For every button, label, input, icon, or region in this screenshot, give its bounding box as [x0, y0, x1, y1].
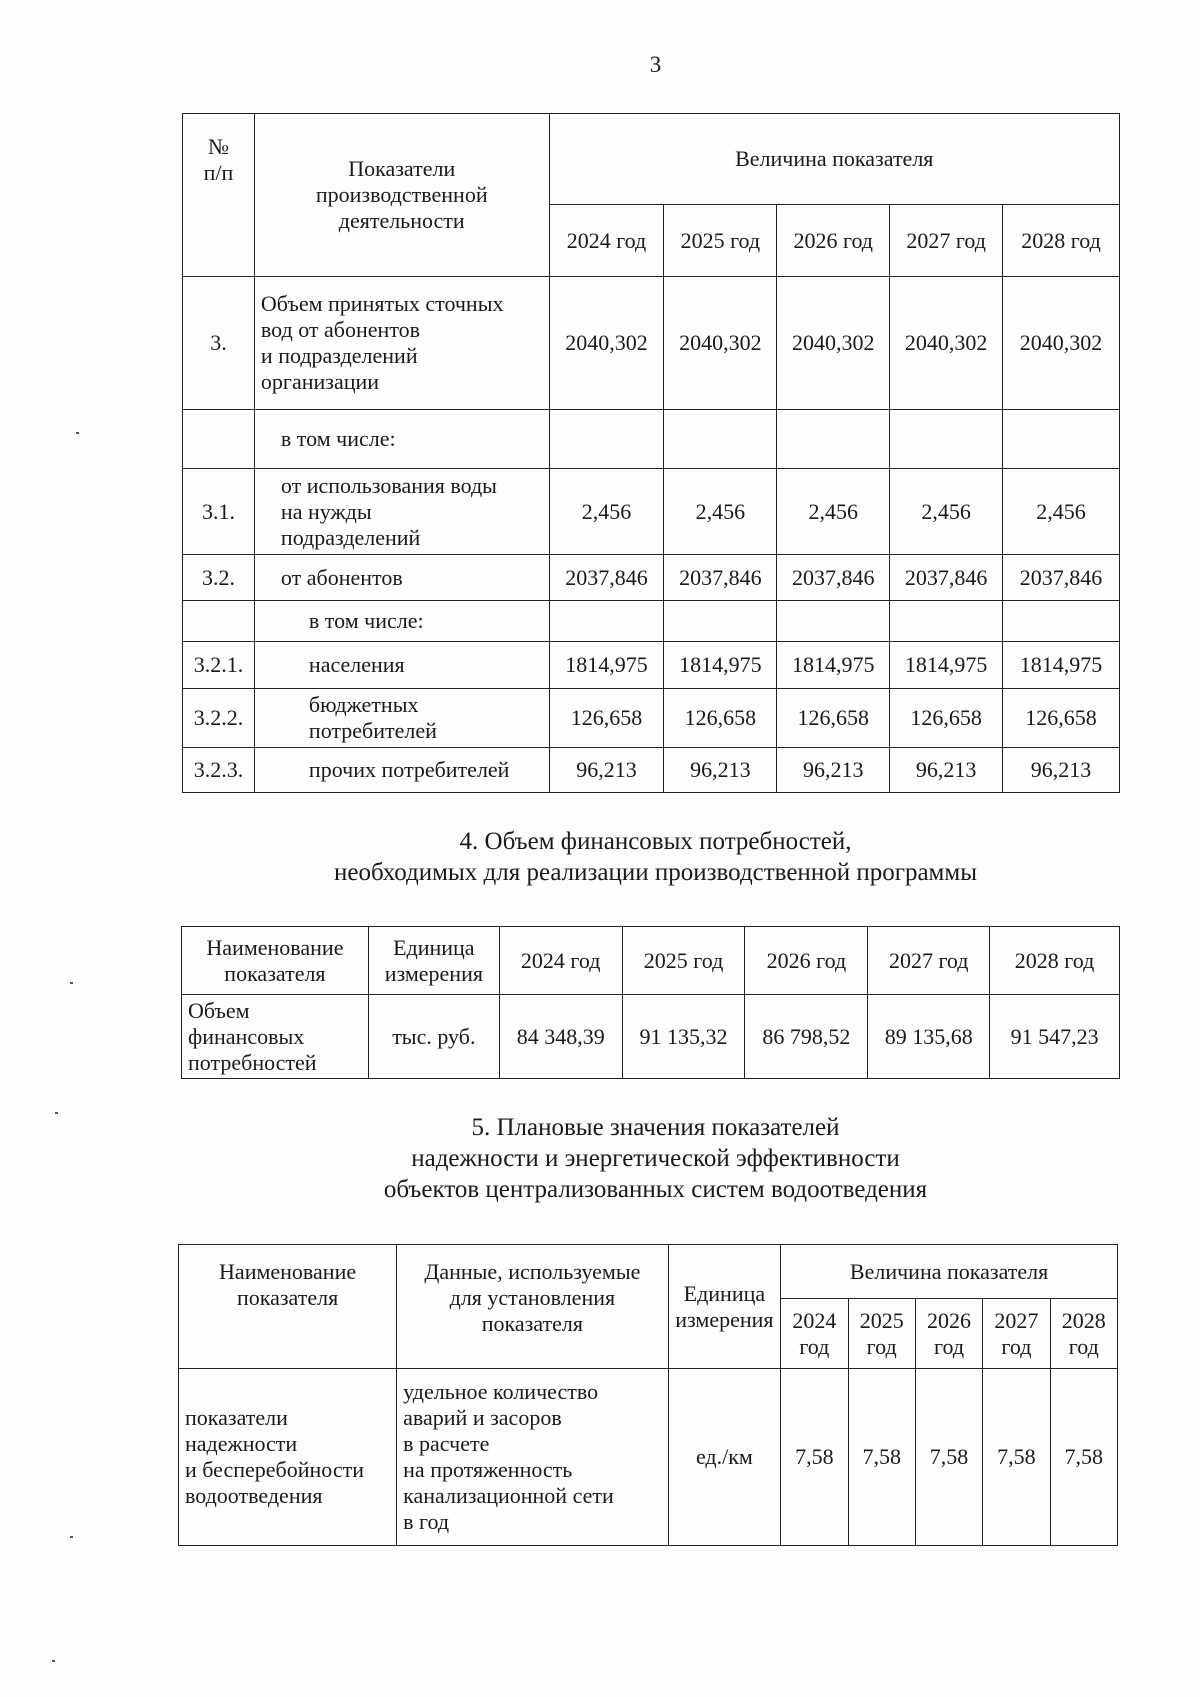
row-unit: тыс. руб. — [368, 995, 499, 1079]
section-4-title — [0, 826, 1200, 888]
year-2028: 2028 год — [1003, 205, 1120, 277]
row-value: 1814,975 — [664, 642, 777, 689]
row-value: 96,213 — [664, 748, 777, 793]
row-value: 2,456 — [664, 469, 777, 555]
row-name: в том числе: — [254, 410, 549, 469]
header-unit: Единица измерения — [368, 927, 499, 995]
row-value: 2,456 — [1003, 469, 1120, 555]
row-name: показатели надежности и бесперебойности водоотведения — [179, 1369, 397, 1546]
table-row — [183, 601, 1120, 642]
row-value: 91 547,23 — [990, 995, 1120, 1079]
section-5-title-line: 5. Плановые значения показателей — [471, 1114, 840, 1141]
table-row — [182, 995, 1120, 1079]
row-value: 2040,302 — [664, 277, 777, 410]
row-value: 2040,302 — [777, 277, 890, 410]
row-value: 84 348,39 — [499, 995, 622, 1079]
row-num — [183, 410, 255, 469]
row-value: 2037,846 — [1003, 555, 1120, 601]
year-2028: 2028 год — [990, 927, 1120, 995]
year-2024: 2024 год — [499, 927, 622, 995]
table-row — [183, 555, 1120, 601]
table-header-row — [182, 927, 1120, 995]
row-value: 2037,846 — [549, 555, 664, 601]
header-name: Наименование показателя — [182, 927, 369, 995]
row-value: 2,456 — [890, 469, 1003, 555]
row-num: 3.1. — [183, 469, 255, 555]
table-row — [183, 469, 1120, 555]
row-value: 2,456 — [777, 469, 890, 555]
row-value: 126,658 — [664, 689, 777, 748]
row-value: 96,213 — [1003, 748, 1120, 793]
table-row — [183, 748, 1120, 793]
row-value: 126,658 — [1003, 689, 1120, 748]
row-name: от использования воды на нужды подразделений — [254, 469, 549, 555]
table-row — [183, 642, 1120, 689]
row-num: 3.2.1. — [183, 642, 255, 689]
row-value: 7,58 — [848, 1369, 915, 1546]
production-indicators-table — [182, 113, 1120, 793]
header-num: № п/п — [183, 114, 255, 277]
row-value: 7,58 — [983, 1369, 1050, 1546]
year-2027: 2027 год — [983, 1299, 1050, 1369]
row-value: 2040,302 — [549, 277, 664, 410]
row-value: 126,658 — [777, 689, 890, 748]
page-number: 3 — [649, 52, 662, 77]
year-2025: 2025 год — [664, 205, 777, 277]
table-row — [179, 1369, 1118, 1546]
row-value: 2037,846 — [664, 555, 777, 601]
section-5-title — [0, 1112, 1200, 1205]
row-name: Объем финансовых потребностей — [182, 995, 369, 1079]
row-data: удельное количество аварий и засоров в расчете на протяженность канализационной сети в год — [397, 1369, 668, 1546]
row-value: 2037,846 — [890, 555, 1003, 601]
year-2024: 2024 год — [549, 205, 664, 277]
header-value: Величина показателя — [781, 1245, 1118, 1299]
year-2026: 2026 год — [915, 1299, 982, 1369]
year-2027: 2027 год — [890, 205, 1003, 277]
row-value: 96,213 — [549, 748, 664, 793]
row-value: 1814,975 — [549, 642, 664, 689]
scan-speck — [70, 982, 73, 984]
table-row — [183, 410, 1120, 469]
scan-speck — [70, 1536, 73, 1538]
row-value: 2040,302 — [1003, 277, 1120, 410]
row-value: 1814,975 — [890, 642, 1003, 689]
row-name: прочих потребителей — [254, 748, 549, 793]
row-value: 2,456 — [549, 469, 664, 555]
row-value: 1814,975 — [1003, 642, 1120, 689]
row-num: 3.2. — [183, 555, 255, 601]
scan-speck — [76, 432, 79, 434]
row-value: 7,58 — [915, 1369, 982, 1546]
row-num: 3.2.2. — [183, 689, 255, 748]
section-4-title-line: 4. Объем финансовых потребностей, — [459, 828, 852, 855]
row-value: 126,658 — [549, 689, 664, 748]
row-num: 3.2.3. — [183, 748, 255, 793]
scan-speck — [55, 1112, 58, 1114]
row-value: 7,58 — [1050, 1369, 1117, 1546]
row-value: 1814,975 — [777, 642, 890, 689]
row-value: 96,213 — [777, 748, 890, 793]
row-num — [183, 601, 255, 642]
year-2024: 2024 год — [781, 1299, 848, 1369]
year-2026: 2026 год — [777, 205, 890, 277]
header-unit: Единица измерения — [668, 1245, 781, 1369]
section-5-title-line: объектов централизованных систем водоотведения — [383, 1176, 928, 1203]
section-4-title-line: необходимых для реализации производственной программы — [333, 859, 977, 886]
row-value: 7,58 — [781, 1369, 848, 1546]
header-indicator: Показатели производственной деятельности — [254, 114, 549, 277]
row-value: 2037,846 — [777, 555, 890, 601]
row-name: населения — [254, 642, 549, 689]
row-value: 86 798,52 — [745, 995, 868, 1079]
financial-needs-table — [181, 926, 1120, 1079]
table-row — [183, 277, 1120, 410]
year-2028: 2028 год — [1050, 1299, 1117, 1369]
year-2027: 2027 год — [868, 927, 990, 995]
reliability-indicators-table — [178, 1244, 1118, 1546]
table-row — [183, 689, 1120, 748]
row-value: 2040,302 — [890, 277, 1003, 410]
scan-speck — [52, 1660, 55, 1662]
header-data: Данные, используемые для установления показателя — [397, 1245, 668, 1369]
header-name: Наименование показателя — [179, 1245, 397, 1369]
header-value: Величина показателя — [549, 114, 1119, 205]
section-5-title-line: надежности и энергетической эффективности — [411, 1145, 900, 1172]
year-2025: 2025 год — [622, 927, 745, 995]
year-2026: 2026 год — [745, 927, 868, 995]
year-2025: 2025 год — [848, 1299, 915, 1369]
row-value: 126,658 — [890, 689, 1003, 748]
row-name: в том числе: — [254, 601, 549, 642]
row-value: 91 135,32 — [622, 995, 745, 1079]
row-value: 89 135,68 — [868, 995, 990, 1079]
row-value: 96,213 — [890, 748, 1003, 793]
row-num: 3. — [183, 277, 255, 410]
row-name: Объем принятых сточных вод от абонентов и подразделений организации — [254, 277, 549, 410]
row-unit: ед./км — [668, 1369, 781, 1546]
row-name: от абонентов — [254, 555, 549, 601]
row-name: бюджетных потребителей — [254, 689, 549, 748]
